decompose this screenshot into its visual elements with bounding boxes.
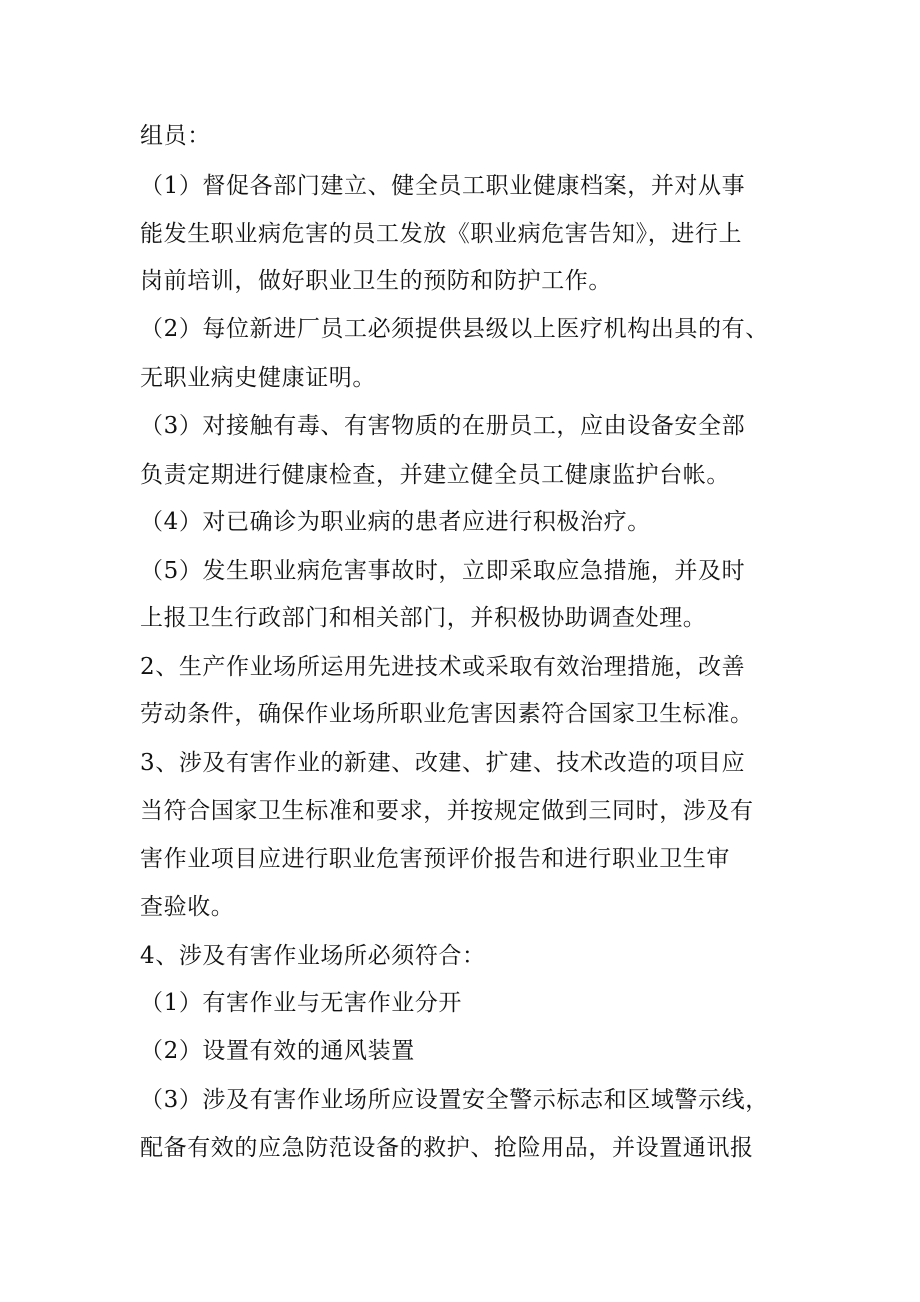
text-line: 配备有效的应急防范设备的救护、抢险用品，并设置通讯报 <box>140 1135 754 1161</box>
text-line: 4、涉及有害作业场所必须符合： <box>140 943 486 969</box>
text-line: 查验收。 <box>140 894 235 920</box>
text-line: 无职业病史健康证明。 <box>140 365 376 391</box>
text-line: 3、涉及有害作业的新建、改建、扩建、技术改造的项目应 <box>140 750 746 776</box>
text-line: （2）每位新进厂员工必须提供县级以上医疗机构出具的有、 <box>140 316 769 342</box>
text-line: 组员： <box>140 123 211 149</box>
text-line: （1）有害作业与无害作业分开 <box>140 990 463 1016</box>
text-line: （5）发生职业病危害事故时，立即采取应急措施，并及时 <box>140 558 746 584</box>
text-line: 2、生产作业场所运用先进技术或采取有效治理措施，改善 <box>140 654 746 680</box>
text-line: 负责定期进行健康检查，并建立健全员工健康监护台帐。 <box>140 462 730 488</box>
text-line: 上报卫生行政部门和相关部门，并积极协助调查处理。 <box>140 605 707 631</box>
text-line: （4）对已确诊为职业病的患者应进行积极治疗。 <box>140 509 651 535</box>
text-line: （3）涉及有害作业场所应设置安全警示标志和区域警示线， <box>140 1087 769 1113</box>
text-line: 劳动条件，确保作业场所职业危害因素符合国家卫生标准。 <box>140 701 754 727</box>
text-line: 岗前培训，做好职业卫生的预防和防护工作。 <box>140 268 612 294</box>
text-line: （3）对接触有毒、有害物质的在册员工，应由设备安全部 <box>140 413 746 439</box>
text-line: 当符合国家卫生标准和要求，并按规定做到三同时，涉及有 <box>140 798 754 824</box>
text-line: （1）督促各部门建立、健全员工职业健康档案，并对从事 <box>140 173 746 199</box>
text-line: （2）设置有效的通风装置 <box>140 1038 415 1064</box>
text-line: 能发生职业病危害的员工发放《职业病危害告知》，进行上 <box>140 221 743 247</box>
text-line: 害作业项目应进行职业危害预评价报告和进行职业卫生审 <box>140 846 730 872</box>
